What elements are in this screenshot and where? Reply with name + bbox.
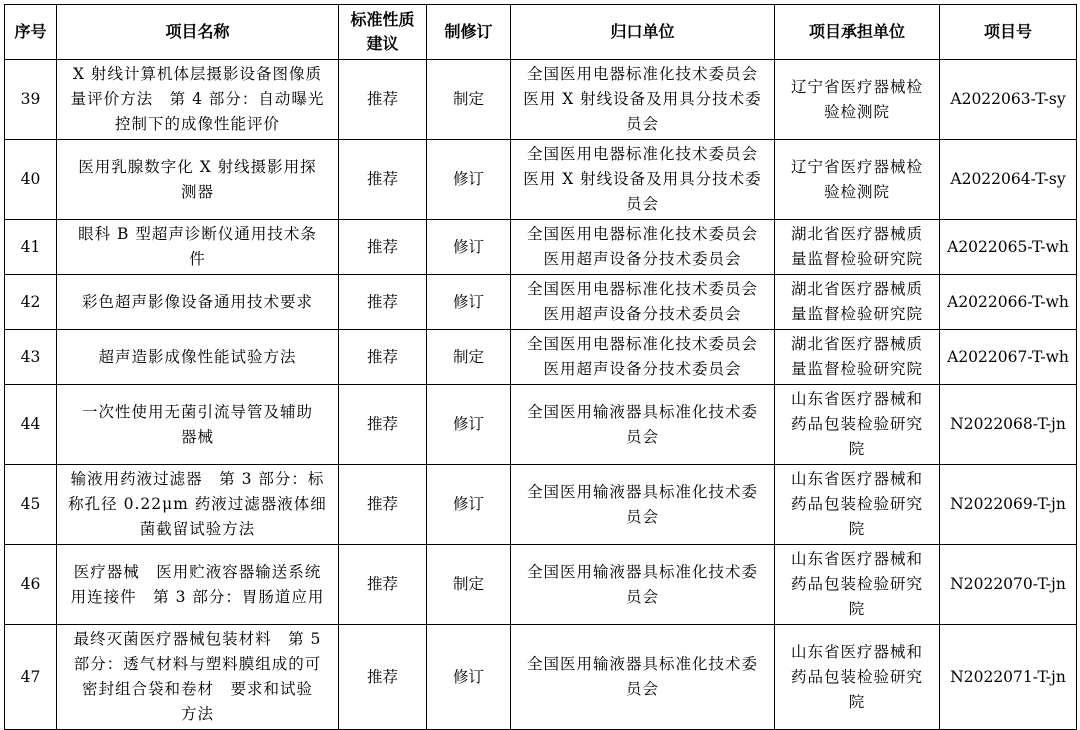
cell-name [57,275,339,330]
table-row [5,330,1077,385]
cell-dept [511,140,775,220]
cell-seq: 45 [5,465,57,545]
cell-dept [511,625,775,730]
cell-dept-line: 全国医用电器标准化技术委员会 [526,65,758,83]
cell-unit [775,140,940,220]
cell-name-line: 部分：透气材料与塑料膜组成的可 [73,655,322,673]
cell-name [57,385,339,465]
cell-unit [775,220,940,275]
cell-revision: 制定 [427,545,511,625]
cell-dept-line: 医用 X 射线设备及用具分技术委 [523,90,762,108]
cell-code: A2022063-T-sy [940,60,1077,140]
cell-seq: 42 [5,275,57,330]
cell-dept-line: 全国医用电器标准化技术委员会 [526,335,758,353]
cell-dept-line: 员会 [625,587,659,606]
cell-name [57,625,339,730]
cell-name-line: 一次性使用无菌引流导管及辅助 [81,402,313,421]
cell-code: A2022065-T-wh [940,220,1077,275]
cell-dept-line: 全国医用输液器具标准化技术委 [526,655,758,673]
cell-unit-line: 验检测院 [823,182,890,201]
cell-name-line: 称孔径 0.22μm 药液过滤器液体细 [68,495,327,513]
cell-name-line: 医用乳腺数字化 X 射线摄影用探 [78,157,317,176]
cell-dept-line: 医用 X 射线设备及用具分技术委 [523,170,762,188]
cell-unit-line: 验检测院 [823,102,890,121]
cell-name-line: 方法 [180,705,214,723]
cell-dept-line: 全国医用电器标准化技术委员会 [526,280,758,298]
header-row [5,5,1077,60]
cell-unit-line: 山东省医疗器械和 [790,642,923,661]
cell-seq: 43 [5,330,57,385]
cell-unit-line: 院 [848,692,866,711]
cell-name-line: 器械 [180,427,214,446]
cell-unit-line: 湖北省医疗器械质 [790,335,923,353]
cell-name [57,60,339,140]
cell-unit [775,330,940,385]
header-nature-line: 建议 [366,34,399,53]
cell-nature: 推荐 [339,330,427,385]
cell-unit [775,465,940,545]
cell-unit-line: 山东省医疗器械和 [790,390,923,408]
cell-revision: 修订 [427,275,511,330]
cell-unit-line: 院 [848,600,866,618]
cell-dept-line: 全国医用输液器具标准化技术委 [526,562,758,581]
cell-unit-line: 湖北省医疗器械质 [790,280,923,298]
cell-revision: 修订 [427,140,511,220]
cell-dept [511,60,775,140]
cell-name-line: 量评价方法 第 4 部分：自动曝光 [70,90,325,108]
cell-dept-line: 全国医用电器标准化技术委员会 [526,145,758,163]
cell-name-line: 菌截留试验方法 [139,520,256,538]
cell-nature: 推荐 [339,625,427,730]
cell-name-line: X 射线计算机体层摄影设备图像质 [73,65,322,83]
cell-unit-line: 药品包装检验研究 [790,415,923,433]
cell-nature: 推荐 [339,545,427,625]
cell-seq: 46 [5,545,57,625]
cell-unit-line: 药品包装检验研究 [790,667,923,686]
cell-name-line: 彩色超声影像设备通用技术要求 [81,292,313,311]
table-row [5,140,1077,220]
table-row [5,60,1077,140]
cell-dept-line: 医用超声设备分技术委员会 [543,360,742,378]
cell-unit-line: 湖北省医疗器械质 [790,225,923,243]
table-row [5,465,1077,545]
cell-nature: 推荐 [339,385,427,465]
cell-code: N2022069-T-jn [940,465,1077,545]
cell-nature: 推荐 [339,220,427,275]
cell-unit-line: 量监督检验研究院 [790,305,923,323]
cell-code: A2022067-T-wh [940,330,1077,385]
header-nature [339,5,427,60]
cell-dept [511,275,775,330]
cell-dept-line: 员会 [625,427,659,446]
cell-unit-line: 药品包装检验研究 [790,495,923,513]
cell-dept [511,220,775,275]
header-name: 项目名称 [57,5,339,60]
cell-revision: 修订 [427,465,511,545]
cell-seq: 41 [5,220,57,275]
header-dept: 归口单位 [511,5,775,60]
cell-seq: 47 [5,625,57,730]
cell-code: A2022064-T-sy [940,140,1077,220]
table-row [5,385,1077,465]
cell-dept-line: 员会 [625,115,659,133]
cell-code: N2022070-T-jn [940,545,1077,625]
table-body [5,60,1077,730]
header-seq: 序号 [5,5,57,60]
cell-unit-line: 辽宁省医疗器械检 [790,157,923,176]
cell-unit [775,60,940,140]
cell-code: N2022068-T-jn [940,385,1077,465]
header-revision: 制修订 [427,5,511,60]
header-unit: 项目承担单位 [775,5,940,60]
cell-code: A2022066-T-wh [940,275,1077,330]
cell-name-line: 控制下的成像性能评价 [114,115,280,133]
cell-name-line: 超声造影成像性能试验方法 [98,347,297,366]
cell-name-line: 件 [189,250,206,268]
cell-dept-line: 员会 [625,680,659,698]
cell-name [57,545,339,625]
cell-unit-line: 院 [848,440,866,458]
cell-name-line: 用连接件 第 3 部分：胃肠道应用 [70,587,325,606]
cell-revision: 制定 [427,330,511,385]
cell-dept-line: 全国医用电器标准化技术委员会 [526,225,758,243]
table-row [5,545,1077,625]
cell-dept-line: 员会 [625,507,659,526]
cell-nature: 推荐 [339,465,427,545]
cell-name [57,330,339,385]
cell-dept-line: 全国医用输液器具标准化技术委 [526,482,758,501]
cell-name-line: 输液用药液过滤器 第 3 部分：标 [70,470,325,488]
table-row [5,275,1077,330]
cell-nature: 推荐 [339,140,427,220]
cell-seq: 44 [5,385,57,465]
cell-unit [775,275,940,330]
cell-unit-line: 药品包装检验研究 [790,575,923,593]
cell-name [57,140,339,220]
cell-nature: 推荐 [339,275,427,330]
header-nature-line: 标准性质 [350,10,415,29]
cell-unit-line: 量监督检验研究院 [790,360,923,378]
cell-dept [511,545,775,625]
table-row [5,625,1077,730]
cell-seq: 39 [5,60,57,140]
cell-dept [511,385,775,465]
cell-name-line: 医疗器械 医用贮液容器输送系统 [73,562,322,581]
cell-revision: 制定 [427,60,511,140]
cell-seq: 40 [5,140,57,220]
cell-name [57,220,339,275]
cell-dept [511,465,775,545]
cell-unit [775,545,940,625]
cell-unit-line: 辽宁省医疗器械检 [790,77,923,96]
cell-name-line: 测器 [180,182,214,201]
cell-unit [775,385,940,465]
cell-revision: 修订 [427,220,511,275]
cell-dept-line: 员会 [625,195,659,213]
standards-table [4,4,1077,730]
cell-dept-line: 医用超声设备分技术委员会 [543,250,742,268]
cell-unit-line: 山东省医疗器械和 [790,550,923,568]
cell-unit-line: 量监督检验研究院 [790,250,923,268]
cell-dept-line: 医用超声设备分技术委员会 [543,305,742,323]
table-row [5,220,1077,275]
cell-code: N2022071-T-jn [940,625,1077,730]
cell-dept [511,330,775,385]
cell-name-line: 密封组合袋和卷材 要求和试验 [81,680,313,698]
cell-dept-line: 全国医用输液器具标准化技术委 [526,402,758,421]
cell-unit-line: 山东省医疗器械和 [790,470,923,488]
cell-revision: 修订 [427,385,511,465]
header-code: 项目号 [940,5,1077,60]
cell-revision: 修订 [427,625,511,730]
cell-unit-line: 院 [848,520,866,538]
cell-nature: 推荐 [339,60,427,140]
cell-name-line: 最终灭菌医疗器械包装材料 第 5 [73,630,322,648]
cell-unit [775,625,940,730]
cell-name [57,465,339,545]
cell-name-line: 眼科 B 型超声诊断仪通用技术条 [78,225,317,243]
